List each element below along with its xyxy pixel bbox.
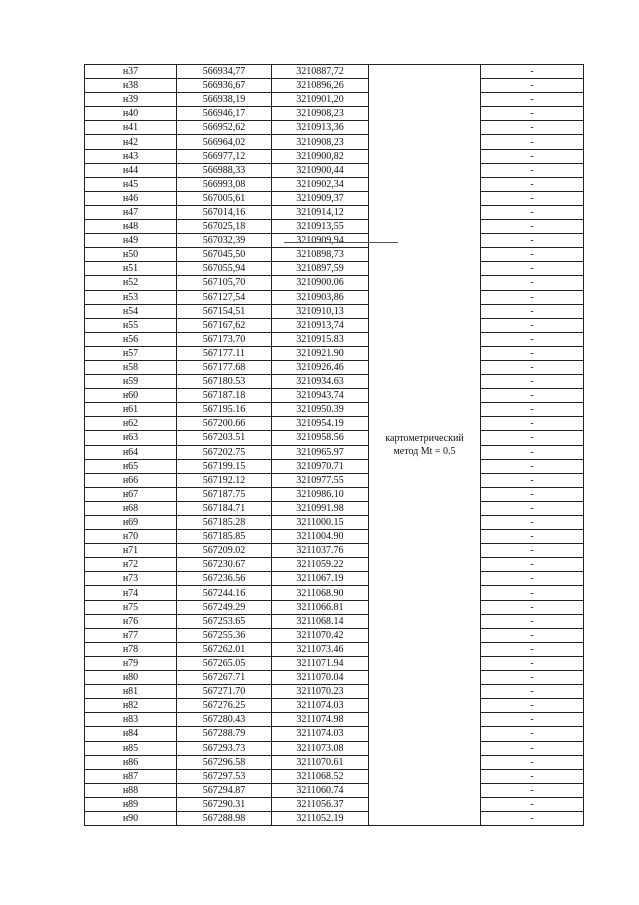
x-coordinate-cell: 567105,70 [177,276,272,290]
point-name-cell: н84 [85,727,177,741]
table-row [85,713,584,727]
x-coordinate-cell: 567267.71 [177,671,272,685]
dash-cell: - [481,234,584,248]
point-name-cell: н51 [85,262,177,276]
point-name-cell: н40 [85,107,177,121]
y-coordinate-cell: 3210943.74 [272,389,369,403]
table-row [85,65,584,79]
method-line-1: картометрический [385,433,464,445]
y-coordinate-cell: 3211052.19 [272,811,369,825]
y-coordinate-cell: 3211070.23 [272,685,369,699]
dash-cell: - [481,727,584,741]
dash-cell: - [481,177,584,191]
dash-cell: - [481,332,584,346]
y-coordinate-cell: 3211068.14 [272,614,369,628]
y-coordinate-cell: 3210908,23 [272,107,369,121]
dash-cell: - [481,783,584,797]
point-name-cell: н42 [85,135,177,149]
y-coordinate-cell: 3210896,26 [272,79,369,93]
y-coordinate-cell: 3210926.46 [272,360,369,374]
table-row [85,642,584,656]
x-coordinate-cell: 567236.56 [177,572,272,586]
x-coordinate-cell: 567032,39 [177,234,272,248]
table-row [85,741,584,755]
table-row [85,487,584,501]
y-coordinate-cell: 3211037.76 [272,544,369,558]
x-coordinate-cell: 567203.51 [177,431,272,445]
table-row [85,220,584,234]
y-coordinate-cell: 3211070.61 [272,755,369,769]
dash-cell: - [481,403,584,417]
dash-cell: - [481,558,584,572]
table-row [85,797,584,811]
y-coordinate-cell: 3211070.04 [272,671,369,685]
x-coordinate-cell: 567244.16 [177,586,272,600]
dash-cell: - [481,262,584,276]
x-coordinate-cell: 566952,62 [177,121,272,135]
table-row [85,403,584,417]
y-coordinate-cell: 3210965.97 [272,445,369,459]
y-coordinate-cell: 3211073.46 [272,642,369,656]
point-name-cell: н86 [85,755,177,769]
point-name-cell: н52 [85,276,177,290]
x-coordinate-cell: 566993,08 [177,177,272,191]
dash-cell: - [481,318,584,332]
x-coordinate-cell: 567185.28 [177,516,272,530]
table-row [85,177,584,191]
x-coordinate-cell: 567177.11 [177,346,272,360]
point-name-cell: н69 [85,516,177,530]
dash-cell: - [481,459,584,473]
y-coordinate-cell: 3210900.06 [272,276,369,290]
point-name-cell: н64 [85,445,177,459]
dash-cell: - [481,65,584,79]
point-name-cell: н49 [85,234,177,248]
point-name-cell: н90 [85,811,177,825]
table-row [85,685,584,699]
table-row [85,783,584,797]
point-name-cell: н57 [85,346,177,360]
point-name-cell: н75 [85,600,177,614]
table-row [85,304,584,318]
table-row [85,205,584,219]
dash-cell: - [481,191,584,205]
x-coordinate-cell: 567177.68 [177,360,272,374]
point-name-cell: н43 [85,149,177,163]
point-name-cell: н61 [85,403,177,417]
y-coordinate-cell: 3211074.03 [272,699,369,713]
table-row [85,431,584,445]
point-name-cell: н89 [85,797,177,811]
point-name-cell: н47 [85,205,177,219]
x-coordinate-cell: 567154,51 [177,304,272,318]
dash-cell: - [481,797,584,811]
y-coordinate-cell: 3210887,72 [272,65,369,79]
dash-cell: - [481,93,584,107]
y-coordinate-cell: 3210991.98 [272,501,369,515]
y-coordinate-cell: 3210913,55 [272,220,369,234]
point-name-cell: н54 [85,304,177,318]
dash-cell: - [481,304,584,318]
y-coordinate-cell: 3210921.90 [272,346,369,360]
point-name-cell: н55 [85,318,177,332]
point-name-cell: н78 [85,642,177,656]
table-row [85,360,584,374]
dash-cell: - [481,163,584,177]
point-name-cell: н77 [85,628,177,642]
point-name-cell: н82 [85,699,177,713]
y-coordinate-cell: 3210954.19 [272,417,369,431]
y-coordinate-cell: 3210910,13 [272,304,369,318]
table-row [85,318,584,332]
y-coordinate-cell: 3211066.81 [272,600,369,614]
y-coordinate-cell: 3211000.15 [272,516,369,530]
dash-cell: - [481,614,584,628]
coordinates-sheet [84,64,583,826]
point-name-cell: н50 [85,248,177,262]
x-coordinate-cell: 567187.18 [177,389,272,403]
point-name-cell: н39 [85,93,177,107]
x-coordinate-cell: 567055,94 [177,262,272,276]
point-name-cell: н60 [85,389,177,403]
x-coordinate-cell: 566946,17 [177,107,272,121]
x-coordinate-cell: 567202.75 [177,445,272,459]
y-coordinate-cell: 3210934.63 [272,375,369,389]
dash-cell: - [481,445,584,459]
table-row [85,769,584,783]
table-row [85,276,584,290]
x-coordinate-cell: 567025,18 [177,220,272,234]
point-name-cell: н74 [85,586,177,600]
x-coordinate-cell: 567199.15 [177,459,272,473]
table-row [85,290,584,304]
point-name-cell: н83 [85,713,177,727]
y-coordinate-cell: 3211073.08 [272,741,369,755]
y-coordinate-cell: 3211070.42 [272,628,369,642]
x-coordinate-cell: 567173.70 [177,332,272,346]
y-coordinate-cell: 3211068.52 [272,769,369,783]
table-row [85,572,584,586]
dash-cell: - [481,290,584,304]
dash-cell: - [481,755,584,769]
point-name-cell: н65 [85,459,177,473]
y-coordinate-cell: 3211071.94 [272,656,369,670]
dash-cell: - [481,375,584,389]
x-coordinate-cell: 567005,61 [177,191,272,205]
point-name-cell: н59 [85,375,177,389]
table-row [85,811,584,825]
y-coordinate-cell: 3211067.19 [272,572,369,586]
table-row [85,544,584,558]
dash-cell: - [481,586,584,600]
y-coordinate-cell: 3210898,73 [272,248,369,262]
x-coordinate-cell: 567262.01 [177,642,272,656]
table-row [85,191,584,205]
point-name-cell: н58 [85,360,177,374]
dash-cell: - [481,572,584,586]
table-row [85,375,584,389]
dash-cell: - [481,713,584,727]
y-coordinate-cell: 3210908,23 [272,135,369,149]
method-cell [369,65,481,826]
point-name-cell: н56 [85,332,177,346]
table-row [85,248,584,262]
dash-cell: - [481,544,584,558]
table-row [85,262,584,276]
y-coordinate-cell: 3210903,86 [272,290,369,304]
y-coordinate-cell: 3210909,94 [272,234,369,248]
dash-cell: - [481,346,584,360]
point-name-cell: н85 [85,741,177,755]
table-row [85,530,584,544]
x-coordinate-cell: 567230.67 [177,558,272,572]
x-coordinate-cell: 567014,16 [177,205,272,219]
table-row [85,234,584,248]
dash-cell: - [481,220,584,234]
point-name-cell: н48 [85,220,177,234]
point-name-cell: н67 [85,487,177,501]
y-coordinate-cell: 3211059.22 [272,558,369,572]
dash-cell: - [481,671,584,685]
point-name-cell: н87 [85,769,177,783]
y-coordinate-cell: 3210977.55 [272,473,369,487]
method-divider-line [284,242,398,243]
table-row [85,558,584,572]
dash-cell: - [481,360,584,374]
x-coordinate-cell: 567127,54 [177,290,272,304]
x-coordinate-cell: 567187.75 [177,487,272,501]
table-row [85,628,584,642]
x-coordinate-cell: 567167,62 [177,318,272,332]
point-name-cell: н62 [85,417,177,431]
dash-cell: - [481,389,584,403]
x-coordinate-cell: 567297.53 [177,769,272,783]
table-row [85,107,584,121]
dash-cell: - [481,600,584,614]
dash-cell: - [481,487,584,501]
x-coordinate-cell: 567185.85 [177,530,272,544]
table-row [85,332,584,346]
y-coordinate-cell: 3210913,36 [272,121,369,135]
table-row [85,501,584,515]
table-row [85,656,584,670]
x-coordinate-cell: 566977,12 [177,149,272,163]
table-row [85,614,584,628]
y-coordinate-cell: 3210913,74 [272,318,369,332]
table-row [85,149,584,163]
point-name-cell: н41 [85,121,177,135]
dash-cell: - [481,699,584,713]
point-name-cell: н68 [85,501,177,515]
x-coordinate-cell: 566934,77 [177,65,272,79]
point-name-cell: н44 [85,163,177,177]
y-coordinate-cell: 3211004.90 [272,530,369,544]
table-row [85,135,584,149]
table-row [85,93,584,107]
table-row [85,755,584,769]
dash-cell: - [481,121,584,135]
point-name-cell: н70 [85,530,177,544]
table-row [85,727,584,741]
y-coordinate-cell: 3210915.83 [272,332,369,346]
point-name-cell: н63 [85,431,177,445]
dash-cell: - [481,205,584,219]
point-name-cell: н79 [85,656,177,670]
x-coordinate-cell: 566964,02 [177,135,272,149]
x-coordinate-cell: 567184.71 [177,501,272,515]
point-name-cell: н37 [85,65,177,79]
coordinates-table-body [85,65,584,826]
table-row [85,346,584,360]
point-name-cell: н53 [85,290,177,304]
x-coordinate-cell: 567253.65 [177,614,272,628]
x-coordinate-cell: 566936,67 [177,79,272,93]
y-coordinate-cell: 3211074.98 [272,713,369,727]
point-name-cell: н71 [85,544,177,558]
x-coordinate-cell: 567192.12 [177,473,272,487]
y-coordinate-cell: 3210958.56 [272,431,369,445]
dash-cell: - [481,135,584,149]
x-coordinate-cell: 567276.25 [177,699,272,713]
coordinates-table [84,64,584,826]
x-coordinate-cell: 567200.66 [177,417,272,431]
table-row [85,516,584,530]
dash-cell: - [481,417,584,431]
x-coordinate-cell: 567045,50 [177,248,272,262]
y-coordinate-cell: 3210900,44 [272,163,369,177]
x-coordinate-cell: 567180.53 [177,375,272,389]
dash-cell: - [481,811,584,825]
dash-cell: - [481,107,584,121]
y-coordinate-cell: 3211074.03 [272,727,369,741]
table-row [85,473,584,487]
dash-cell: - [481,516,584,530]
dash-cell: - [481,79,584,93]
x-coordinate-cell: 567280.43 [177,713,272,727]
table-row [85,459,584,473]
dash-cell: - [481,642,584,656]
table-row [85,417,584,431]
dash-cell: - [481,149,584,163]
x-coordinate-cell: 567290.31 [177,797,272,811]
point-name-cell: н46 [85,191,177,205]
dash-cell: - [481,473,584,487]
point-name-cell: н88 [85,783,177,797]
x-coordinate-cell: 567294.87 [177,783,272,797]
y-coordinate-cell: 3210897,59 [272,262,369,276]
dash-cell: - [481,276,584,290]
method-line-2: метод Mt = 0.5 [393,446,456,458]
x-coordinate-cell: 567296.58 [177,755,272,769]
x-coordinate-cell: 567255.36 [177,628,272,642]
dash-cell: - [481,656,584,670]
x-coordinate-cell: 567288.98 [177,811,272,825]
table-row [85,79,584,93]
x-coordinate-cell: 567249.29 [177,600,272,614]
x-coordinate-cell: 567293.73 [177,741,272,755]
y-coordinate-cell: 3210901,20 [272,93,369,107]
table-row [85,699,584,713]
x-coordinate-cell: 567265.05 [177,656,272,670]
y-coordinate-cell: 3210900,82 [272,149,369,163]
point-name-cell: н80 [85,671,177,685]
y-coordinate-cell: 3210902,34 [272,177,369,191]
x-coordinate-cell: 567271.70 [177,685,272,699]
y-coordinate-cell: 3210970.71 [272,459,369,473]
dash-cell: - [481,685,584,699]
dash-cell: - [481,741,584,755]
point-name-cell: н81 [85,685,177,699]
point-name-cell: н45 [85,177,177,191]
dash-cell: - [481,431,584,445]
table-row [85,586,584,600]
point-name-cell: н38 [85,79,177,93]
dash-cell: - [481,628,584,642]
table-row [85,163,584,177]
y-coordinate-cell: 3210914,12 [272,205,369,219]
y-coordinate-cell: 3210909,37 [272,191,369,205]
y-coordinate-cell: 3210986.10 [272,487,369,501]
point-name-cell: н66 [85,473,177,487]
x-coordinate-cell: 566938,19 [177,93,272,107]
table-row [85,445,584,459]
table-row [85,389,584,403]
y-coordinate-cell: 3210950.39 [272,403,369,417]
x-coordinate-cell: 567288.79 [177,727,272,741]
x-coordinate-cell: 566988,33 [177,163,272,177]
dash-cell: - [481,501,584,515]
point-name-cell: н72 [85,558,177,572]
y-coordinate-cell: 3211068.90 [272,586,369,600]
table-row [85,121,584,135]
point-name-cell: н73 [85,572,177,586]
dash-cell: - [481,769,584,783]
x-coordinate-cell: 567195.16 [177,403,272,417]
y-coordinate-cell: 3211060.74 [272,783,369,797]
x-coordinate-cell: 567209.02 [177,544,272,558]
table-row [85,671,584,685]
dash-cell: - [481,248,584,262]
y-coordinate-cell: 3211056.37 [272,797,369,811]
table-row [85,600,584,614]
point-name-cell: н76 [85,614,177,628]
dash-cell: - [481,530,584,544]
